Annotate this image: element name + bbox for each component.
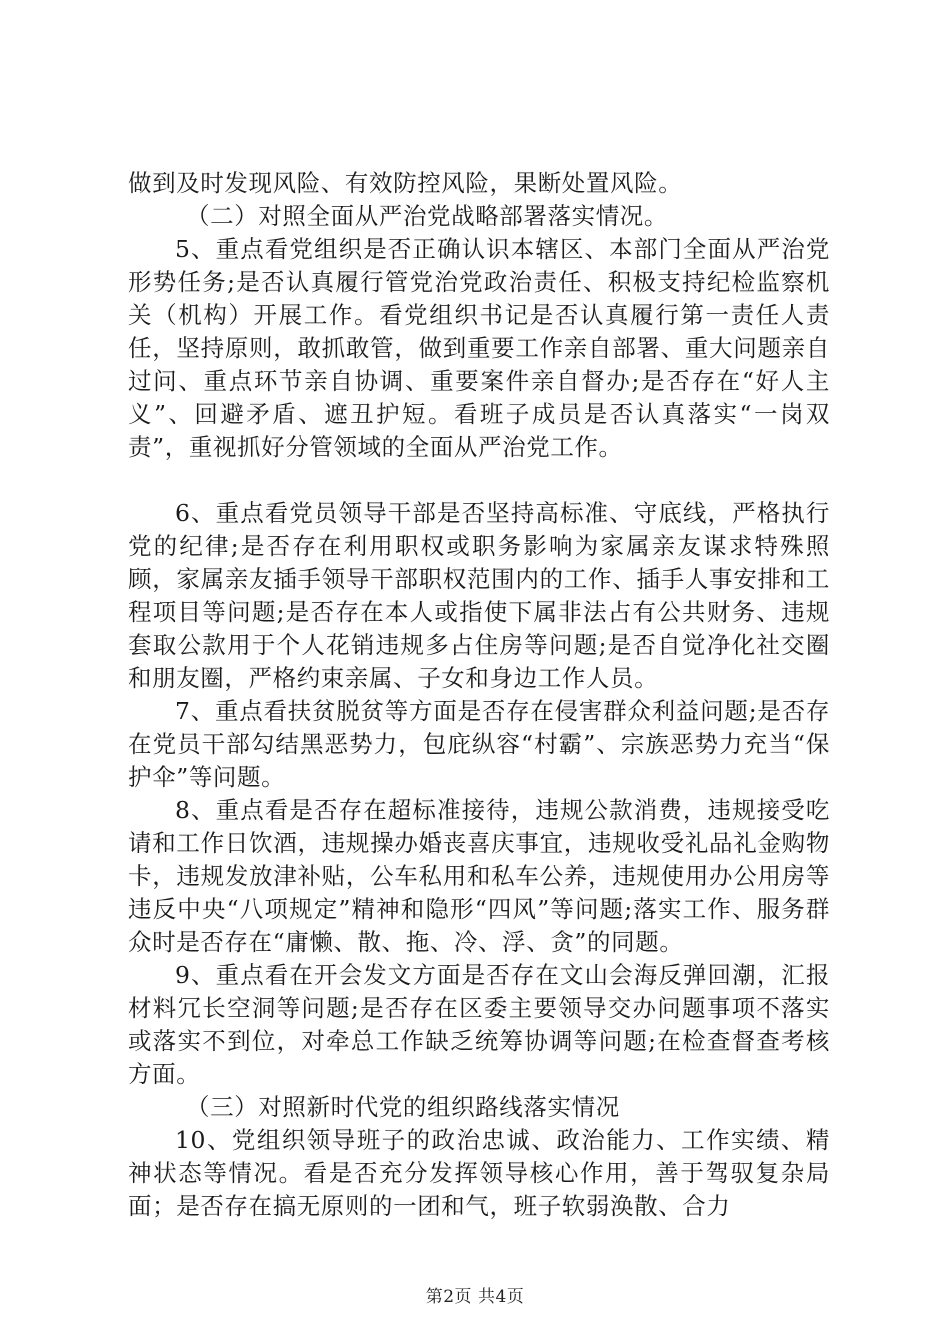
paragraph-continuation: 做到及时发现风险、有效防控风险，果断处置风险。 [128,169,683,197]
paragraph-item-9: 9、重点看在开会发文方面是否存在文山会海反弹回潮，汇报材料冗长空洞等问题;是否存在区委主要领导交办问题事项不落实或落实不到位，对牵总工作缺乏统筹协调等问题;在检查督查考核方面。 [128,961,830,1088]
paragraph-item-5: 5、重点看党组织是否正确认识本辖区、本部门全面从严治党形势任务;是否认真履行管党治党政治责任、积极支持纪检监察机关（机构）开展工作。看党组织书记是否认真履行第一责任人责任，坚持原则，敢抓敢管，做到重要工作亲自部署、重大问题亲自过问、重点环节亲自协调、重要案件亲自督办;是否存在“好人主义”、回避矛盾、遮丑护短。看班子成员是否认真落实“一岗双责”，重视抓好分管领域的全面从严治党工作。 [128,235,830,461]
paragraph-item-8: 8、重点看是否存在超标准接待，违规公款消费，违规接受吃请和工作日饮酒，违规操办婚丧喜庆事宜，违规收受礼品礼金购物卡，违规发放津补贴，公车私用和私车公养，违规使用办公用房等违反中央“八项规定”精神和隐形“四风”等问题;落实工作、服务群众时是否存在“庸懒、散、拖、冷、浮、贪”的同题。 [128,796,830,956]
document-body [128,167,830,1223]
section-heading-2: （二）对照全面从严治党战略部署落实情况。 [186,202,668,230]
page-number-footer: 第2页 共4页 [425,1287,525,1307]
paragraph-item-7: 7、重点看扶贫脱贫等方面是否存在侵害群众利益问题;是否存在党员干部勾结黑恶势力，包庇纵容“村霸”、宗族恶势力充当“保护伞”等问题。 [128,697,830,791]
paragraph-spacer [128,464,830,497]
paragraph-item-6: 6、重点看党员领导干部是否坚持高标准、守底线，严格执行党的纪律;是否存在利用职权或职务影响为家属亲友谋求特殊照顾，家属亲友插手领导干部职权范围内的工作、插手人事安排和工程项目等问题;是否存在本人或指使下属非法占有公共财务、违规套取公款用于个人花销违规多占住房等问题;是否自觉净化社交圈和朋友圈，严格约束亲属、子女和身边工作人员。 [128,499,830,692]
section-heading-3: （三）对照新时代党的组织路线落实情况 [186,1093,620,1121]
paragraph-item-10: 10、党组织领导班子的政治忠诚、政治能力、工作实绩、精神状态等情况。看是否充分发挥领导核心作用，善于驾驭复杂局面；是否存在搞无原则的一团和气，班子软弱涣散、合力 [128,1126,830,1220]
